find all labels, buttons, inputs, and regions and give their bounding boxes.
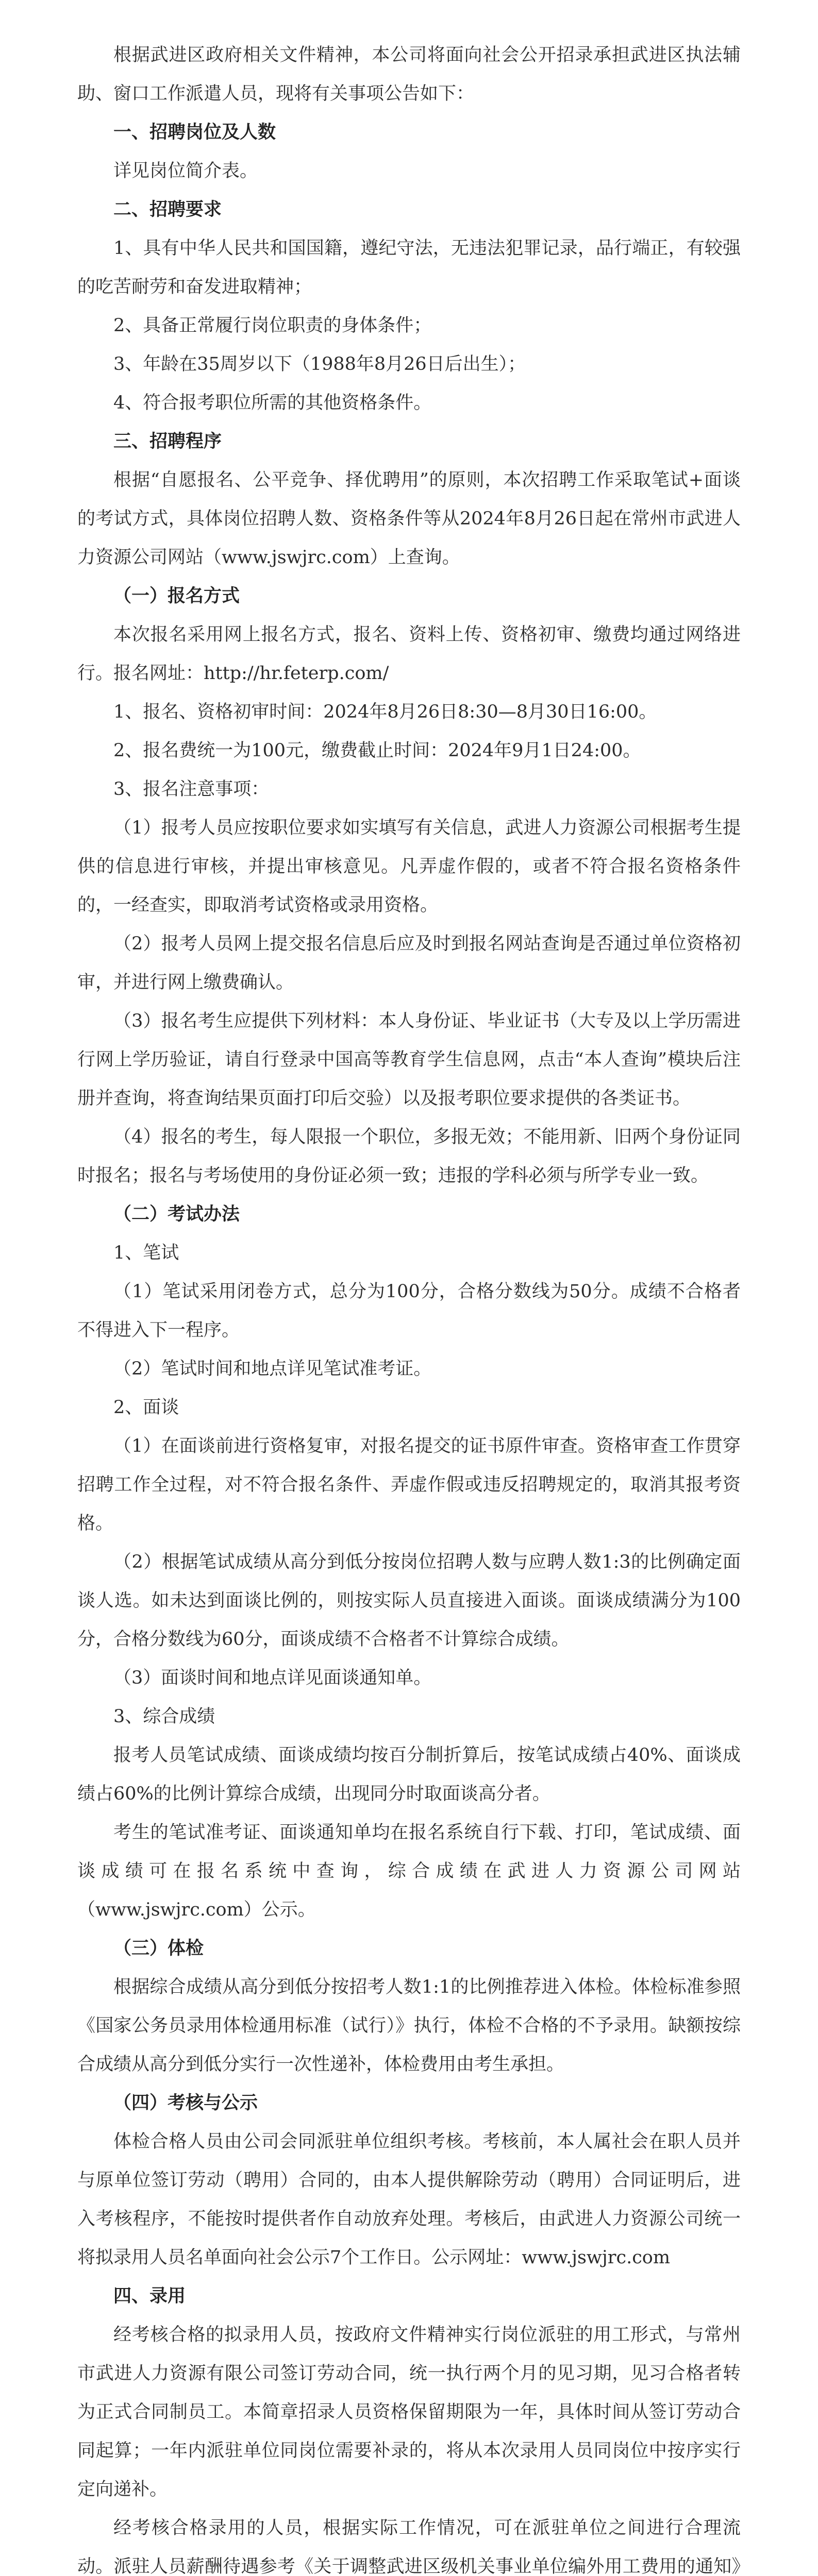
paragraph: （2）笔试时间和地点详见笔试准考证。 bbox=[113, 1359, 432, 1379]
paragraph: （1）笔试采用闭卷方式，总分为100分，合格分数线为50分。成绩不合格者不得进入下一程序。 bbox=[77, 1281, 741, 1341]
paragraph: 根据“自愿报名、公平竞争、择优聘用”的原则，本次招聘工作采取笔试+面谈的考试方式，具体岗位招聘人数、资格条件等从2024年8月26日起在常州市武进人力资源公司网站（www.jswjrc.com）上查询。 bbox=[77, 470, 741, 568]
paragraph: 3、年龄在35周岁以下（1988年8月26日后出生）； bbox=[113, 354, 526, 375]
paragraph: 考生的笔试准考证、面谈通知单均在报名系统自行下载、打印，笔试成绩、面谈成绩可在报名系统中查询，综合成绩在武进人力资源公司网站（www.jswjrc.com）公示。 bbox=[77, 1822, 741, 1920]
paragraph: 经考核合格的拟录用人员，按政府文件精神实行岗位派驻的用工形式，与常州市武进人力资源有限公司签订劳动合同，统一执行两个月的见习期，见习合格者转为正式合同制员工。本简章招录人员资格保留期限为一年，具体时间从签订劳动合同起算；一年内派驻单位同岗位需要补录的，将从本次录用人员同岗位中按序实行定向递补。 bbox=[77, 2325, 741, 2500]
paragraph: 经考核合格录用的人员，根据实际工作情况，可在派驻单位之间进行合理流动。派驻人员薪酬待遇参考《关于调整武进区级机关事业单位编外用工费用的通知》 bbox=[77, 2518, 741, 2576]
paragraph: 1、具有中华人民共和国国籍，遵纪守法，无违法犯罪记录，品行端正，有较强的吃苦耐劳和奋发进取精神； bbox=[77, 238, 741, 297]
subsection-heading-registration: （一）报名方式 bbox=[113, 586, 240, 606]
paragraph: （1）报考人员应按职位要求如实填写有关信息，武进人力资源公司根据考生提供的信息进行审核，并提出审核意见。凡弄虚作假的，或者不符合报名资格条件的，一经查实，即取消考试资格或录用资格。 bbox=[77, 818, 741, 916]
paragraph: 报考人员笔试成绩、面谈成绩均按百分制折算后，按笔试成绩占40%、面谈成绩占60%的比例计算综合成绩，出现同分时取面谈高分者。 bbox=[77, 1745, 741, 1804]
paragraph: 3、综合成绩 bbox=[113, 1706, 215, 1727]
section-heading-1: 一、招聘岗位及人数 bbox=[113, 122, 276, 143]
paragraph: （2）报考人员网上提交报名信息后应及时到报名网站查询是否通过单位资格初审，并进行网上缴费确认。 bbox=[77, 934, 741, 993]
subsection-heading-physical-exam: （三）体检 bbox=[113, 1938, 204, 1959]
section-heading-2: 二、招聘要求 bbox=[113, 199, 222, 220]
paragraph: （1）在面谈前进行资格复审，对报名提交的证书原件审查。资格审查工作贯穿招聘工作全过程，对不符合报名条件、弄虚作假或违反招聘规定的，取消其报考资格。 bbox=[77, 1436, 741, 1534]
paragraph: （3）报名考生应提供下列材料：本人身份证、毕业证书（大专及以上学历需进行网上学历验证，请自行登录中国高等教育学生信息网，点击“本人查询”模块后注册并查询，将查询结果页面打印后交验）以及报考职位要求提供的各类证书。 bbox=[77, 1011, 741, 1109]
intro-paragraph: 根据武进区政府相关文件精神，本公司将面向社会公开招录承担武进区执法辅助、窗口工作派遣人员，现将有关事项公告如下： bbox=[77, 45, 741, 104]
paragraph: 1、笔试 bbox=[113, 1243, 179, 1263]
paragraph: 详见岗位简介表。 bbox=[113, 161, 258, 181]
paragraph: 4、符合报考职位所需的其他资格条件。 bbox=[113, 393, 432, 413]
paragraph: 1、报名、资格初审时间：2024年8月26日8:30—8月30日16:00。 bbox=[113, 702, 657, 722]
paragraph: 2、报名费统一为100元，缴费截止时间：2024年9月1日24:00。 bbox=[113, 740, 641, 761]
paragraph: （2）根据笔试成绩从高分到低分按岗位招聘人数与应聘人数1:3的比例确定面谈人选。如未达到面谈比例的，则按实际人员直接进入面谈。面谈成绩满分为100分，合格分数线为60分，面谈成绩不合格者不计算综合成绩。 bbox=[77, 1552, 741, 1650]
paragraph: （3）面谈时间和地点详见面谈通知单。 bbox=[113, 1668, 432, 1688]
section-heading-4: 四、录用 bbox=[113, 2286, 186, 2307]
paragraph: 体检合格人员由公司会同派驻单位组织考核。考核前，本人属社会在职人员并与原单位签订劳动（聘用）合同的，由本人提供解除劳动（聘用）合同证明后，进入考核程序，不能按时提供者作自动放弃处理。考核后，由武进人力资源公司统一将拟录用人员名单面向社会公示7个工作日。公示网址：www.jswjrc.com bbox=[77, 2131, 741, 2268]
paragraph: （4）报名的考生，每人限报一个职位，多报无效；不能用新、旧两个身份证同时报名；报名与考场使用的身份证必须一致；违报的学科必须与所学专业一致。 bbox=[77, 1127, 741, 1186]
paragraph: 2、面谈 bbox=[113, 1397, 179, 1418]
subsection-heading-assessment: （四）考核与公示 bbox=[113, 2093, 258, 2113]
section-heading-3: 三、招聘程序 bbox=[113, 431, 222, 452]
paragraph: 本次报名采用网上报名方式，报名、资料上传、资格初审、缴费均通过网络进行。报名网址：http://hr.feterp.com/ bbox=[77, 624, 741, 684]
paragraph: 2、具备正常履行岗位职责的身体条件； bbox=[113, 315, 432, 336]
paragraph: 根据综合成绩从高分到低分按招考人数1:1的比例推荐进入体检。体检标准参照《国家公务员录用体检通用标准（试行）》执行，体检不合格的不予录用。缺额按综合成绩从高分到低分实行一次性递补，体检费用由考生承担。 bbox=[77, 1977, 741, 2075]
subsection-heading-exam: （二）考试办法 bbox=[113, 1204, 240, 1225]
document-body bbox=[77, 36, 741, 2576]
paragraph: 3、报名注意事项： bbox=[113, 779, 270, 800]
